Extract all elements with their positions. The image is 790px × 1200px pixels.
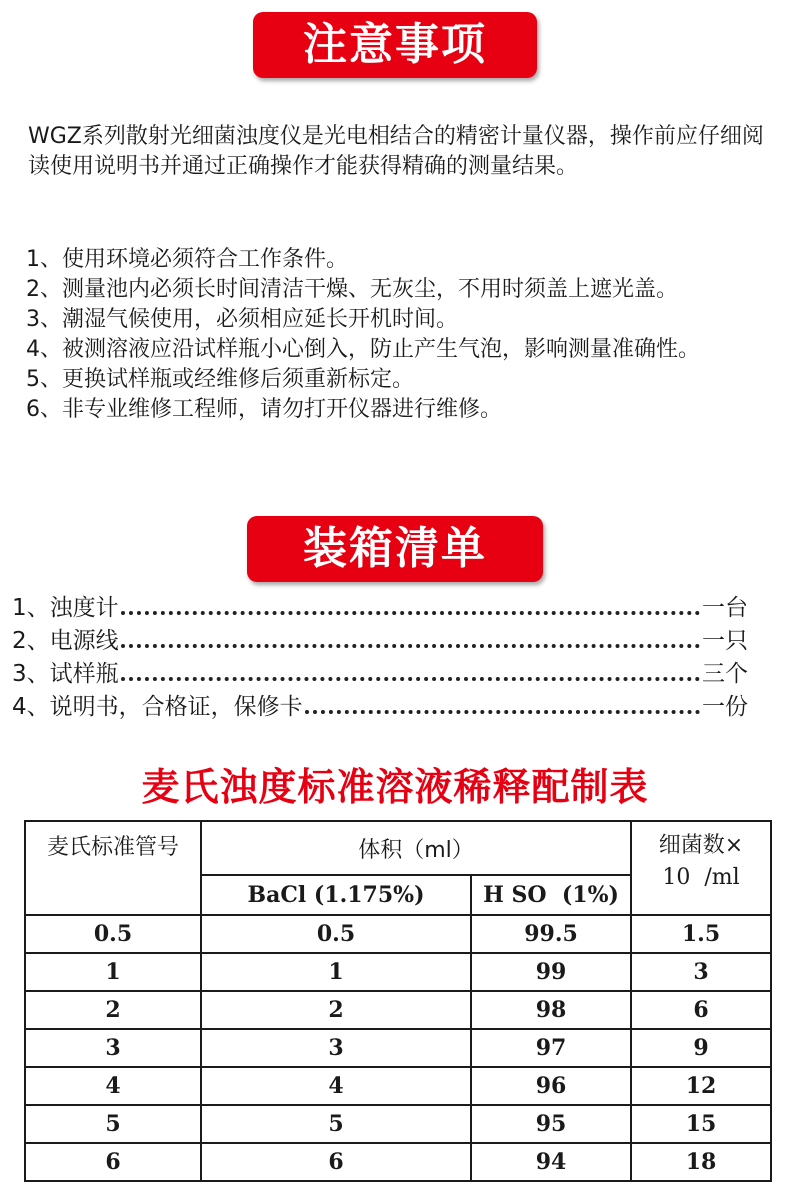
cell-hso: 99.5 xyxy=(471,915,631,953)
notice-title-banner: 注意事项 xyxy=(253,12,537,78)
header-bacteria-count xyxy=(631,821,771,915)
cell-tube: 0.5 xyxy=(25,915,201,953)
cell-bacteria: 6 xyxy=(631,991,771,1029)
notice-item xyxy=(26,275,766,305)
cell-bacl: 6 xyxy=(201,1143,471,1181)
notice-item xyxy=(26,395,766,425)
cell-bacteria: 9 xyxy=(631,1029,771,1067)
cell-bacteria: 1.5 xyxy=(631,915,771,953)
cell-tube: 6 xyxy=(25,1143,201,1181)
cell-tube: 4 xyxy=(25,1067,201,1105)
table-row xyxy=(25,915,771,953)
header-tube-number: 麦氏标准管号 xyxy=(25,821,201,915)
table-row xyxy=(25,1067,771,1105)
packing-item-quantity: 一份 xyxy=(702,694,748,720)
packing-item-quantity: 一台 xyxy=(702,595,748,621)
notice-item-text: 潮湿气候使用，必须相应延长开机时间。 xyxy=(62,307,459,332)
table-row xyxy=(25,1105,771,1143)
cell-hso: 95 xyxy=(471,1105,631,1143)
cell-bacteria: 3 xyxy=(631,953,771,991)
table-row xyxy=(25,953,771,991)
packing-item-label: 4、说明书，合格证，保修卡 xyxy=(12,694,303,720)
notice-item xyxy=(26,365,766,395)
cell-hso: 96 xyxy=(471,1067,631,1105)
packing-item-label: 2、电源线 xyxy=(12,628,119,654)
header-hso: H SO (1%) xyxy=(471,875,631,915)
dotted-leader xyxy=(121,611,700,615)
header-bacteria-count-line1: 细菌数× xyxy=(658,833,744,858)
dotted-leader xyxy=(121,644,700,648)
packing-list xyxy=(12,592,748,724)
notice-item-number: 5、 xyxy=(26,367,62,392)
packing-item xyxy=(12,625,748,658)
notice-item-text: 测量池内必须长时间清洁干燥、无灰尘，不用时须盖上遮光盖。 xyxy=(62,277,679,302)
table-title: 麦氏浊度标准溶液稀释配制表 xyxy=(141,765,649,809)
cell-tube: 3 xyxy=(25,1029,201,1067)
cell-bacl: 2 xyxy=(201,991,471,1029)
cell-bacteria: 12 xyxy=(631,1067,771,1105)
notice-item-number: 6、 xyxy=(26,397,62,422)
intro-paragraph: WGZ系列散射光细菌浊度仪是光电相结合的精密计量仪器，操作前应仔细阅读使用说明书并通过正确操作才能获得精确的测量结果。 xyxy=(28,124,764,179)
header-bacl: BaCl (1.175%) xyxy=(201,875,471,915)
dotted-leader xyxy=(305,710,700,714)
cell-tube: 2 xyxy=(25,991,201,1029)
table-row xyxy=(25,1029,771,1067)
notice-item-text: 被测溶液应沿试样瓶小心倒入，防止产生气泡，影响测量准确性。 xyxy=(62,337,701,362)
notice-item-number: 2、 xyxy=(26,277,62,302)
notice-item-number: 3、 xyxy=(26,307,62,332)
cell-tube: 1 xyxy=(25,953,201,991)
cell-hso: 98 xyxy=(471,991,631,1029)
notice-item-number: 4、 xyxy=(26,337,62,362)
header-volume: 体积（ml） xyxy=(201,821,631,875)
notice-item xyxy=(26,305,766,335)
packing-item xyxy=(12,691,748,724)
notice-item-number: 1、 xyxy=(26,247,62,272)
cell-bacteria: 18 xyxy=(631,1143,771,1181)
notice-item-text: 更换试样瓶或经维修后须重新标定。 xyxy=(62,367,415,392)
notice-item xyxy=(26,335,766,365)
packing-item-label: 3、试样瓶 xyxy=(12,661,119,687)
packing-item-label: 1、浊度计 xyxy=(12,595,119,621)
notice-item-text: 非专业维修工程师，请勿打开仪器进行维修。 xyxy=(62,397,503,422)
cell-bacl: 5 xyxy=(201,1105,471,1143)
packing-title-banner: 装箱清单 xyxy=(247,516,543,582)
dotted-leader xyxy=(121,677,700,681)
notice-list xyxy=(26,245,766,425)
notice-item xyxy=(26,245,766,275)
table-row xyxy=(25,1143,771,1181)
cell-bacl: 0.5 xyxy=(201,915,471,953)
dilution-table xyxy=(24,820,772,1182)
packing-item xyxy=(12,658,748,691)
cell-hso: 97 xyxy=(471,1029,631,1067)
table-row xyxy=(25,991,771,1029)
cell-bacteria: 15 xyxy=(631,1105,771,1143)
cell-hso: 99 xyxy=(471,953,631,991)
notice-item-text: 使用环境必须符合工作条件。 xyxy=(62,247,349,272)
header-bacteria-count-line2: 10 /ml xyxy=(662,865,740,890)
packing-item-quantity: 三个 xyxy=(702,661,748,687)
packing-item xyxy=(12,592,748,625)
cell-hso: 94 xyxy=(471,1143,631,1181)
packing-item-quantity: 一只 xyxy=(702,628,748,654)
cell-bacl: 3 xyxy=(201,1029,471,1067)
cell-bacl: 4 xyxy=(201,1067,471,1105)
cell-bacl: 1 xyxy=(201,953,471,991)
cell-tube: 5 xyxy=(25,1105,201,1143)
